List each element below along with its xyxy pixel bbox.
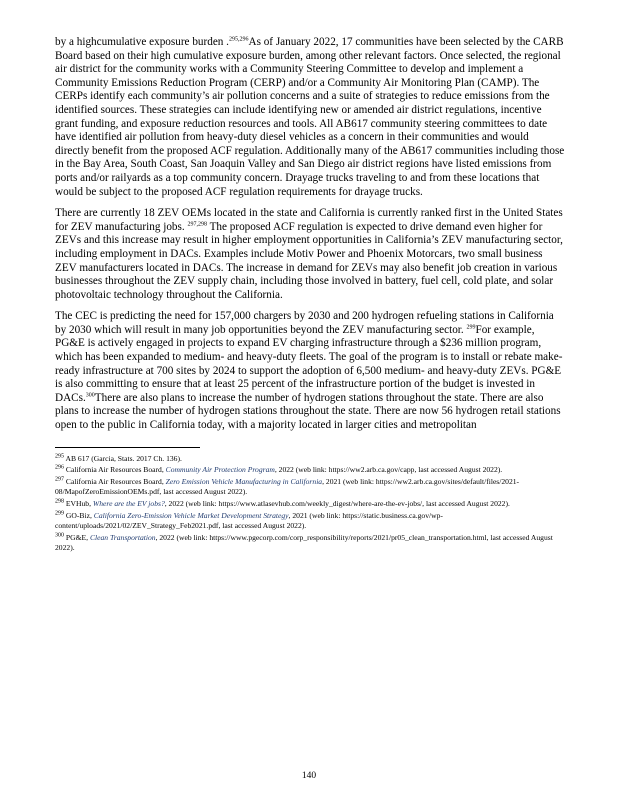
footnote-300 (55, 533, 565, 554)
cited-title: Where are the EV jobs? (92, 499, 165, 508)
paragraph-charging-infrastructure (55, 310, 565, 432)
text-run: EVHub, (64, 499, 93, 508)
text-run: AB 617 (Garcia, Stats. 2017 Ch. 136). (64, 453, 182, 463)
footnote-ref: 295,296 (228, 36, 249, 43)
cited-title: California Zero-Emission Vehicle Market Development Strategy (93, 510, 289, 520)
text-run: There are currently 18 ZEV OEMs located in the state and California is currently ranked first in the United States for ZEV manufacturing jobs. (55, 207, 563, 233)
footnote-number: 298 (55, 498, 64, 505)
body-text (55, 36, 565, 433)
footnote-number: 297 (55, 476, 64, 483)
text-run: by a highcumulative exposure burden . (55, 36, 229, 48)
footnote-number: 295 (55, 453, 64, 460)
footnote-299 (55, 511, 565, 532)
footnote-298 (55, 499, 565, 510)
cited-title: Community Air Protection Program (165, 465, 275, 475)
footnote-number: 300 (55, 532, 64, 539)
footnote-ref: 299 (466, 324, 476, 331)
footnote-ref: 297,298 (187, 220, 207, 227)
footnotes (55, 454, 565, 554)
text-run: As of January 2022, 17 communities have been selected by the CARB Board based on their high cumulative exposure burden, among other relevant factors. Once selected, the regional air district for the community works with a Community Steering Committee to develop and implement a Community Emissions Reduction Program (CERP) and/or a Community Air Monitoring Plan (CAMP). The CERPs identify each community’s air pollution concerns and a suite of strategies to reduce emissions from the identified sources. These strategies can include identifying new or amended air district regulations, incentive grant funding, and exposure reduction resources and tools. All AB617 community steering committees to date have identified air pollution from heavy-duty diesel vehicles as a concern in their communities and would directly benefit from the proposed ACF regulation. Additionally many of the AB617 communities including those in the Bay Area, South Coast, San Joaquin Valley and San Diego air district regions have listed emissions from ports and/or railyards as a top community concern. Drayage trucks traveling to and from these locations that would be subject to the proposed ACF regulation requirements for drayage trucks. (55, 36, 565, 198)
text-run: There are also plans to increase the number of hydrogen stations throughout the state. There are also plans to increase the number of hydrogen stations throughout the state. There are now 56 hydrogen retail stations open to the public in California today, with a majority located in larger cities and metropolitan (55, 391, 561, 432)
text-run: , 2022 (web link: https://www.atlasevhub.com/weekly_digest/where-are-the-ev-jobs/, last accessed August 2022). (164, 499, 510, 508)
text-run: PG&E, (64, 532, 90, 542)
text-run: , 2021 (web link: https://static.business.ca.gov/wp-content/uploads/2021/02/ZEV_Strategy_Feb2021.pdf, last accessed August 2022). (55, 510, 443, 531)
document-page (55, 36, 565, 555)
paragraph-zev-manufacturing (55, 207, 565, 302)
cited-title: Clean Transportation (89, 532, 156, 542)
text-run: California Air Resources Board, (64, 465, 166, 475)
text-run: The proposed ACF regulation is expected to drive demand even higher for ZEVs and this increase may result in higher employment opportunities in California’s ZEV manufacturing sector, including employment in DACs. Examples include Motiv Power and Phoenix Motorcars, two small business ZEV manufacturers located in DACs. The increase in demand for ZEVs may also benefit job creation in various businesses throughout the ZEV supply chain, including those involved in battery, fuel cell, cold plate, and solar photovoltaic technology throughout the California. (55, 220, 563, 301)
text-run: , 2021 (web link: https://ww2.arb.ca.gov/sites/default/files/2021-08/MapofZeroEmissionOEMs.pdf, last accessed August 2022). (55, 476, 520, 497)
text-run: , 2022 (web link: https://www.pgecorp.com/corp_responsibility/reports/2021/pr05_clean_transportation.html, last accessed August 2022). (55, 532, 553, 553)
footnote-296 (55, 465, 565, 476)
paragraph-ab617-communities (55, 36, 565, 199)
footnote-number: 299 (55, 510, 64, 517)
footnote-297 (55, 477, 565, 498)
text-run: The CEC is predicting the need for 157,000 chargers by 2030 and 200 hydrogen refueling stations in California by 2030 which will result in many job opportunities beyond the ZEV manufacturing sector. (55, 310, 554, 336)
text-run: California Air Resources Board, (64, 476, 166, 486)
footnote-ref: 300 (85, 392, 95, 399)
text-run: , 2022 (web link: https://ww2.arb.ca.gov/capp, last accessed August 2022). (274, 465, 503, 475)
cited-title: Zero Emission Vehicle Manufacturing in California (165, 476, 323, 486)
text-run: For example, PG&E is actively engaged in projects to expand EV charging infrastructure through a $236 million program, which has been expanded to medium- and heavy-duty fleets. The goal of the program is to install or rebate make-ready infrastructure at 700 sites by 2024 to support the adoption of 6,500 medium- and heavy-duty ZEVs. PG&E is also committing to ensure that at least 25 percent of the infrastructure portion of the budget is invested in DACs. (55, 323, 563, 404)
footnote-divider (55, 447, 200, 448)
page-number: 140 (301, 771, 317, 781)
footnote-number: 296 (55, 464, 64, 471)
footnote-295 (55, 454, 565, 465)
text-run: GO-Biz, (64, 510, 94, 520)
